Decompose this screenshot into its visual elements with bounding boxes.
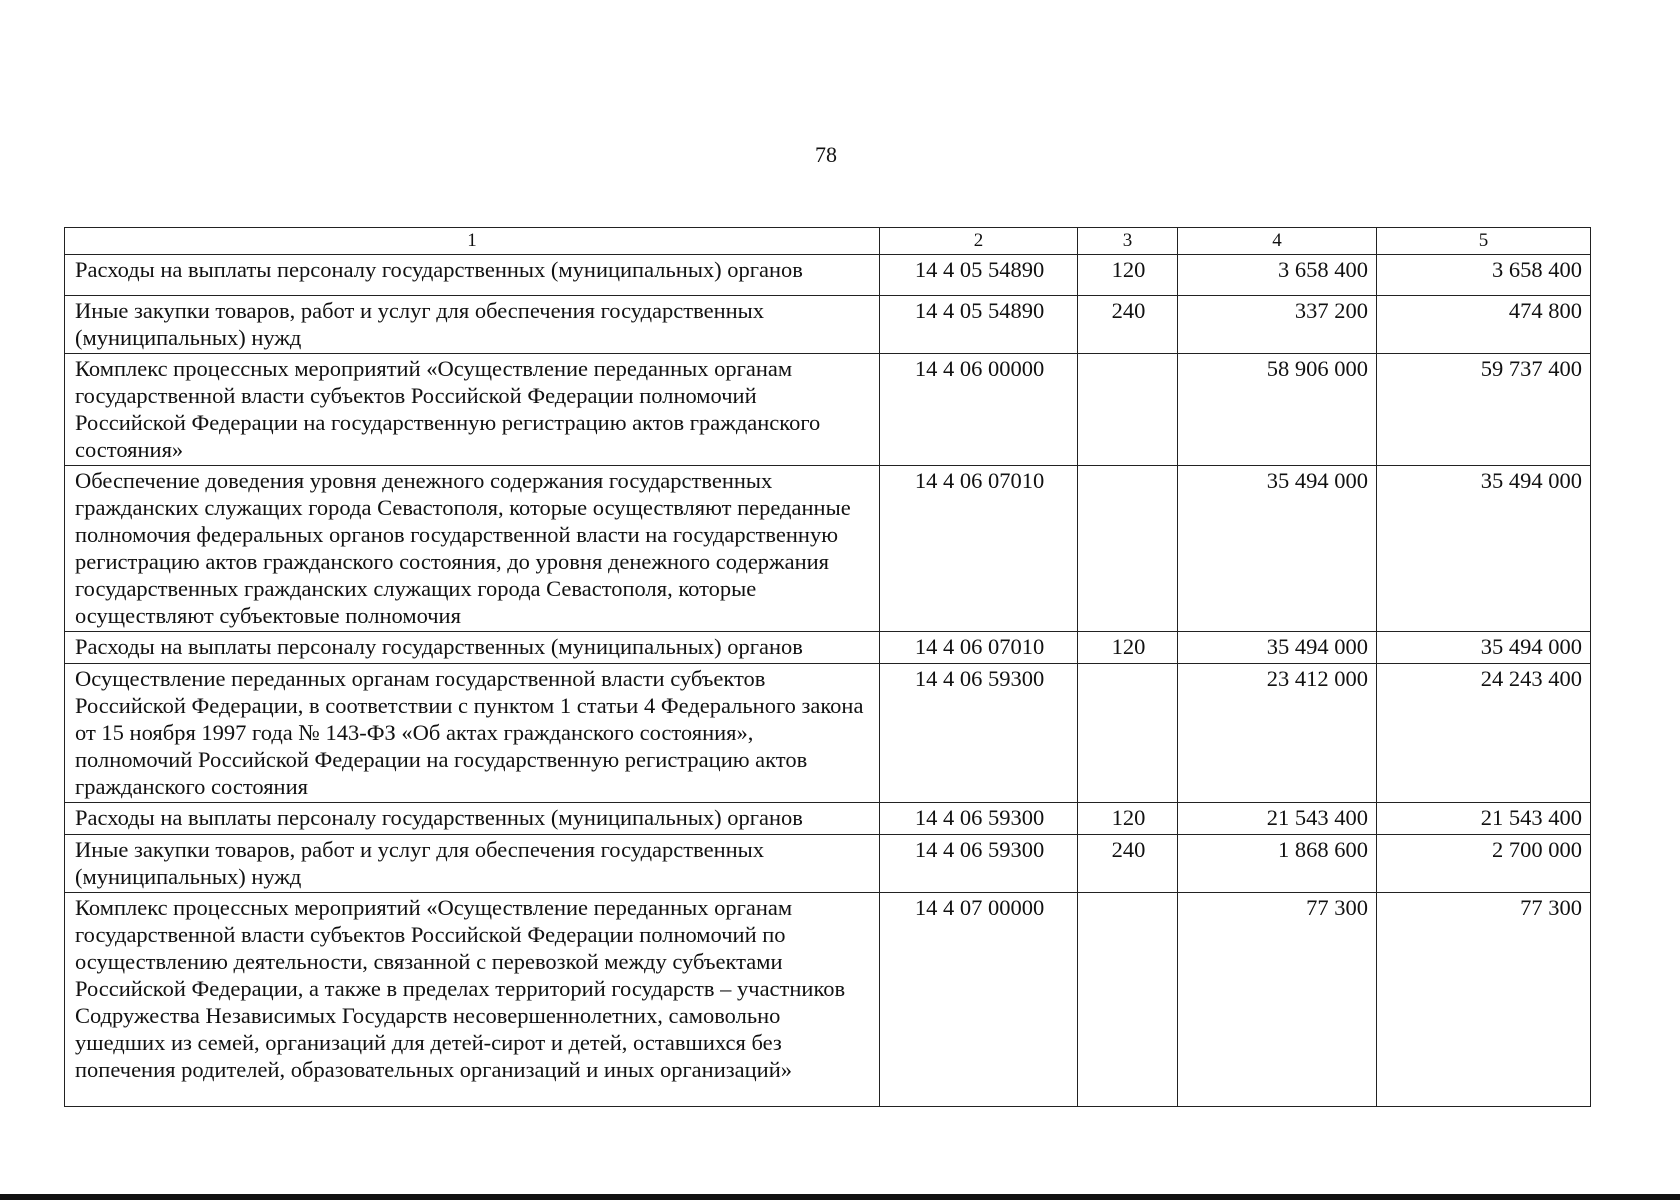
amount-cell: 21 543 400 (1377, 803, 1591, 835)
amount-cell: 77 300 (1377, 893, 1591, 1107)
item-name-cell: Иные закупки товаров, работ и услуг для обеспечения государственных (муниципальных) нужд (65, 835, 880, 893)
target-code-cell: 14 4 06 07010 (880, 632, 1078, 664)
amount-cell: 35 494 000 (1178, 466, 1377, 632)
item-name-cell: Обеспечение доведения уровня денежного содержания государственных гражданских служащих города Севастополя, которые осуществляют переданные полномочия федеральных органов государственной власти на государственную регистрацию актов гражданского состояния, до уровня денежного содержания государственных гражданских служащих города Севастополя, которые осуществляют субъектовые полномочия (65, 466, 880, 632)
column-header: 1 (65, 228, 880, 255)
amount-cell: 21 543 400 (1178, 803, 1377, 835)
target-code-cell: 14 4 05 54890 (880, 255, 1078, 296)
item-name-cell: Расходы на выплаты персоналу государственных (муниципальных) органов (65, 632, 880, 664)
table-row (65, 835, 1591, 893)
amount-cell: 474 800 (1377, 296, 1591, 354)
table-row (65, 354, 1591, 466)
amount-cell: 23 412 000 (1178, 664, 1377, 803)
amount-cell: 2 700 000 (1377, 835, 1591, 893)
expense-type-cell: 120 (1078, 255, 1178, 296)
expense-type-cell (1078, 664, 1178, 803)
expense-type-cell (1078, 893, 1178, 1107)
expense-type-cell: 120 (1078, 632, 1178, 664)
column-header: 3 (1078, 228, 1178, 255)
column-header: 4 (1178, 228, 1377, 255)
table-row (65, 664, 1591, 803)
item-name-cell: Расходы на выплаты персоналу государственных (муниципальных) органов (65, 803, 880, 835)
target-code-cell: 14 4 06 07010 (880, 466, 1078, 632)
page-bottom-edge (0, 1194, 1680, 1200)
amount-cell: 58 906 000 (1178, 354, 1377, 466)
target-code-cell: 14 4 06 59300 (880, 835, 1078, 893)
page-number: 78 (815, 142, 837, 167)
expense-type-cell: 240 (1078, 296, 1178, 354)
amount-cell: 77 300 (1178, 893, 1377, 1107)
table-row (65, 296, 1591, 354)
column-header: 2 (880, 228, 1078, 255)
expense-type-cell: 240 (1078, 835, 1178, 893)
amount-cell: 24 243 400 (1377, 664, 1591, 803)
item-name-cell: Иные закупки товаров, работ и услуг для обеспечения государственных (муниципальных) нужд (65, 296, 880, 354)
expense-type-cell (1078, 354, 1178, 466)
table-row (65, 255, 1591, 296)
expense-type-cell (1078, 466, 1178, 632)
target-code-cell: 14 4 05 54890 (880, 296, 1078, 354)
amount-cell: 3 658 400 (1178, 255, 1377, 296)
item-name-cell: Расходы на выплаты персоналу государственных (муниципальных) органов (65, 255, 880, 296)
column-header: 5 (1377, 228, 1591, 255)
table-row (65, 893, 1591, 1107)
target-code-cell: 14 4 06 59300 (880, 803, 1078, 835)
target-code-cell: 14 4 06 59300 (880, 664, 1078, 803)
budget-table (64, 227, 1591, 1107)
amount-cell: 3 658 400 (1377, 255, 1591, 296)
amount-cell: 35 494 000 (1178, 632, 1377, 664)
amount-cell: 337 200 (1178, 296, 1377, 354)
target-code-cell: 14 4 07 00000 (880, 893, 1078, 1107)
table-row (65, 803, 1591, 835)
item-name-cell: Комплекс процессных мероприятий «Осуществление переданных органам государственной власти субъектов Российской Федерации полномочий Российской Федерации на государственную регистрацию актов гражданского состояния» (65, 354, 880, 466)
table-row (65, 466, 1591, 632)
amount-cell: 1 868 600 (1178, 835, 1377, 893)
amount-cell: 35 494 000 (1377, 466, 1591, 632)
item-name-cell: Комплекс процессных мероприятий «Осуществление переданных органам государственной власти субъектов Российской Федерации полномочий по осуществлению деятельности, связанной с перевозкой между субъектами Российской Федерации, а также в пределах территорий государств – участников Содружества Независимых Государств несовершеннолетних, самовольно ушедших из семей, организаций для детей-сирот и детей, оставшихся без попечения родителей, образовательных организаций и иных организаций» (65, 893, 880, 1107)
table-row (65, 632, 1591, 664)
expense-type-cell: 120 (1078, 803, 1178, 835)
amount-cell: 59 737 400 (1377, 354, 1591, 466)
item-name-cell: Осуществление переданных органам государственной власти субъектов Российской Федерации, в соответствии с пунктом 1 статьи 4 Федерального закона от 15 ноября 1997 года № 143-ФЗ «Об актах гражданского состояния», полномочий Российской Федерации на государственную регистрацию актов гражданского состояния (65, 664, 880, 803)
target-code-cell: 14 4 06 00000 (880, 354, 1078, 466)
table-header-row (65, 228, 1591, 255)
amount-cell: 35 494 000 (1377, 632, 1591, 664)
